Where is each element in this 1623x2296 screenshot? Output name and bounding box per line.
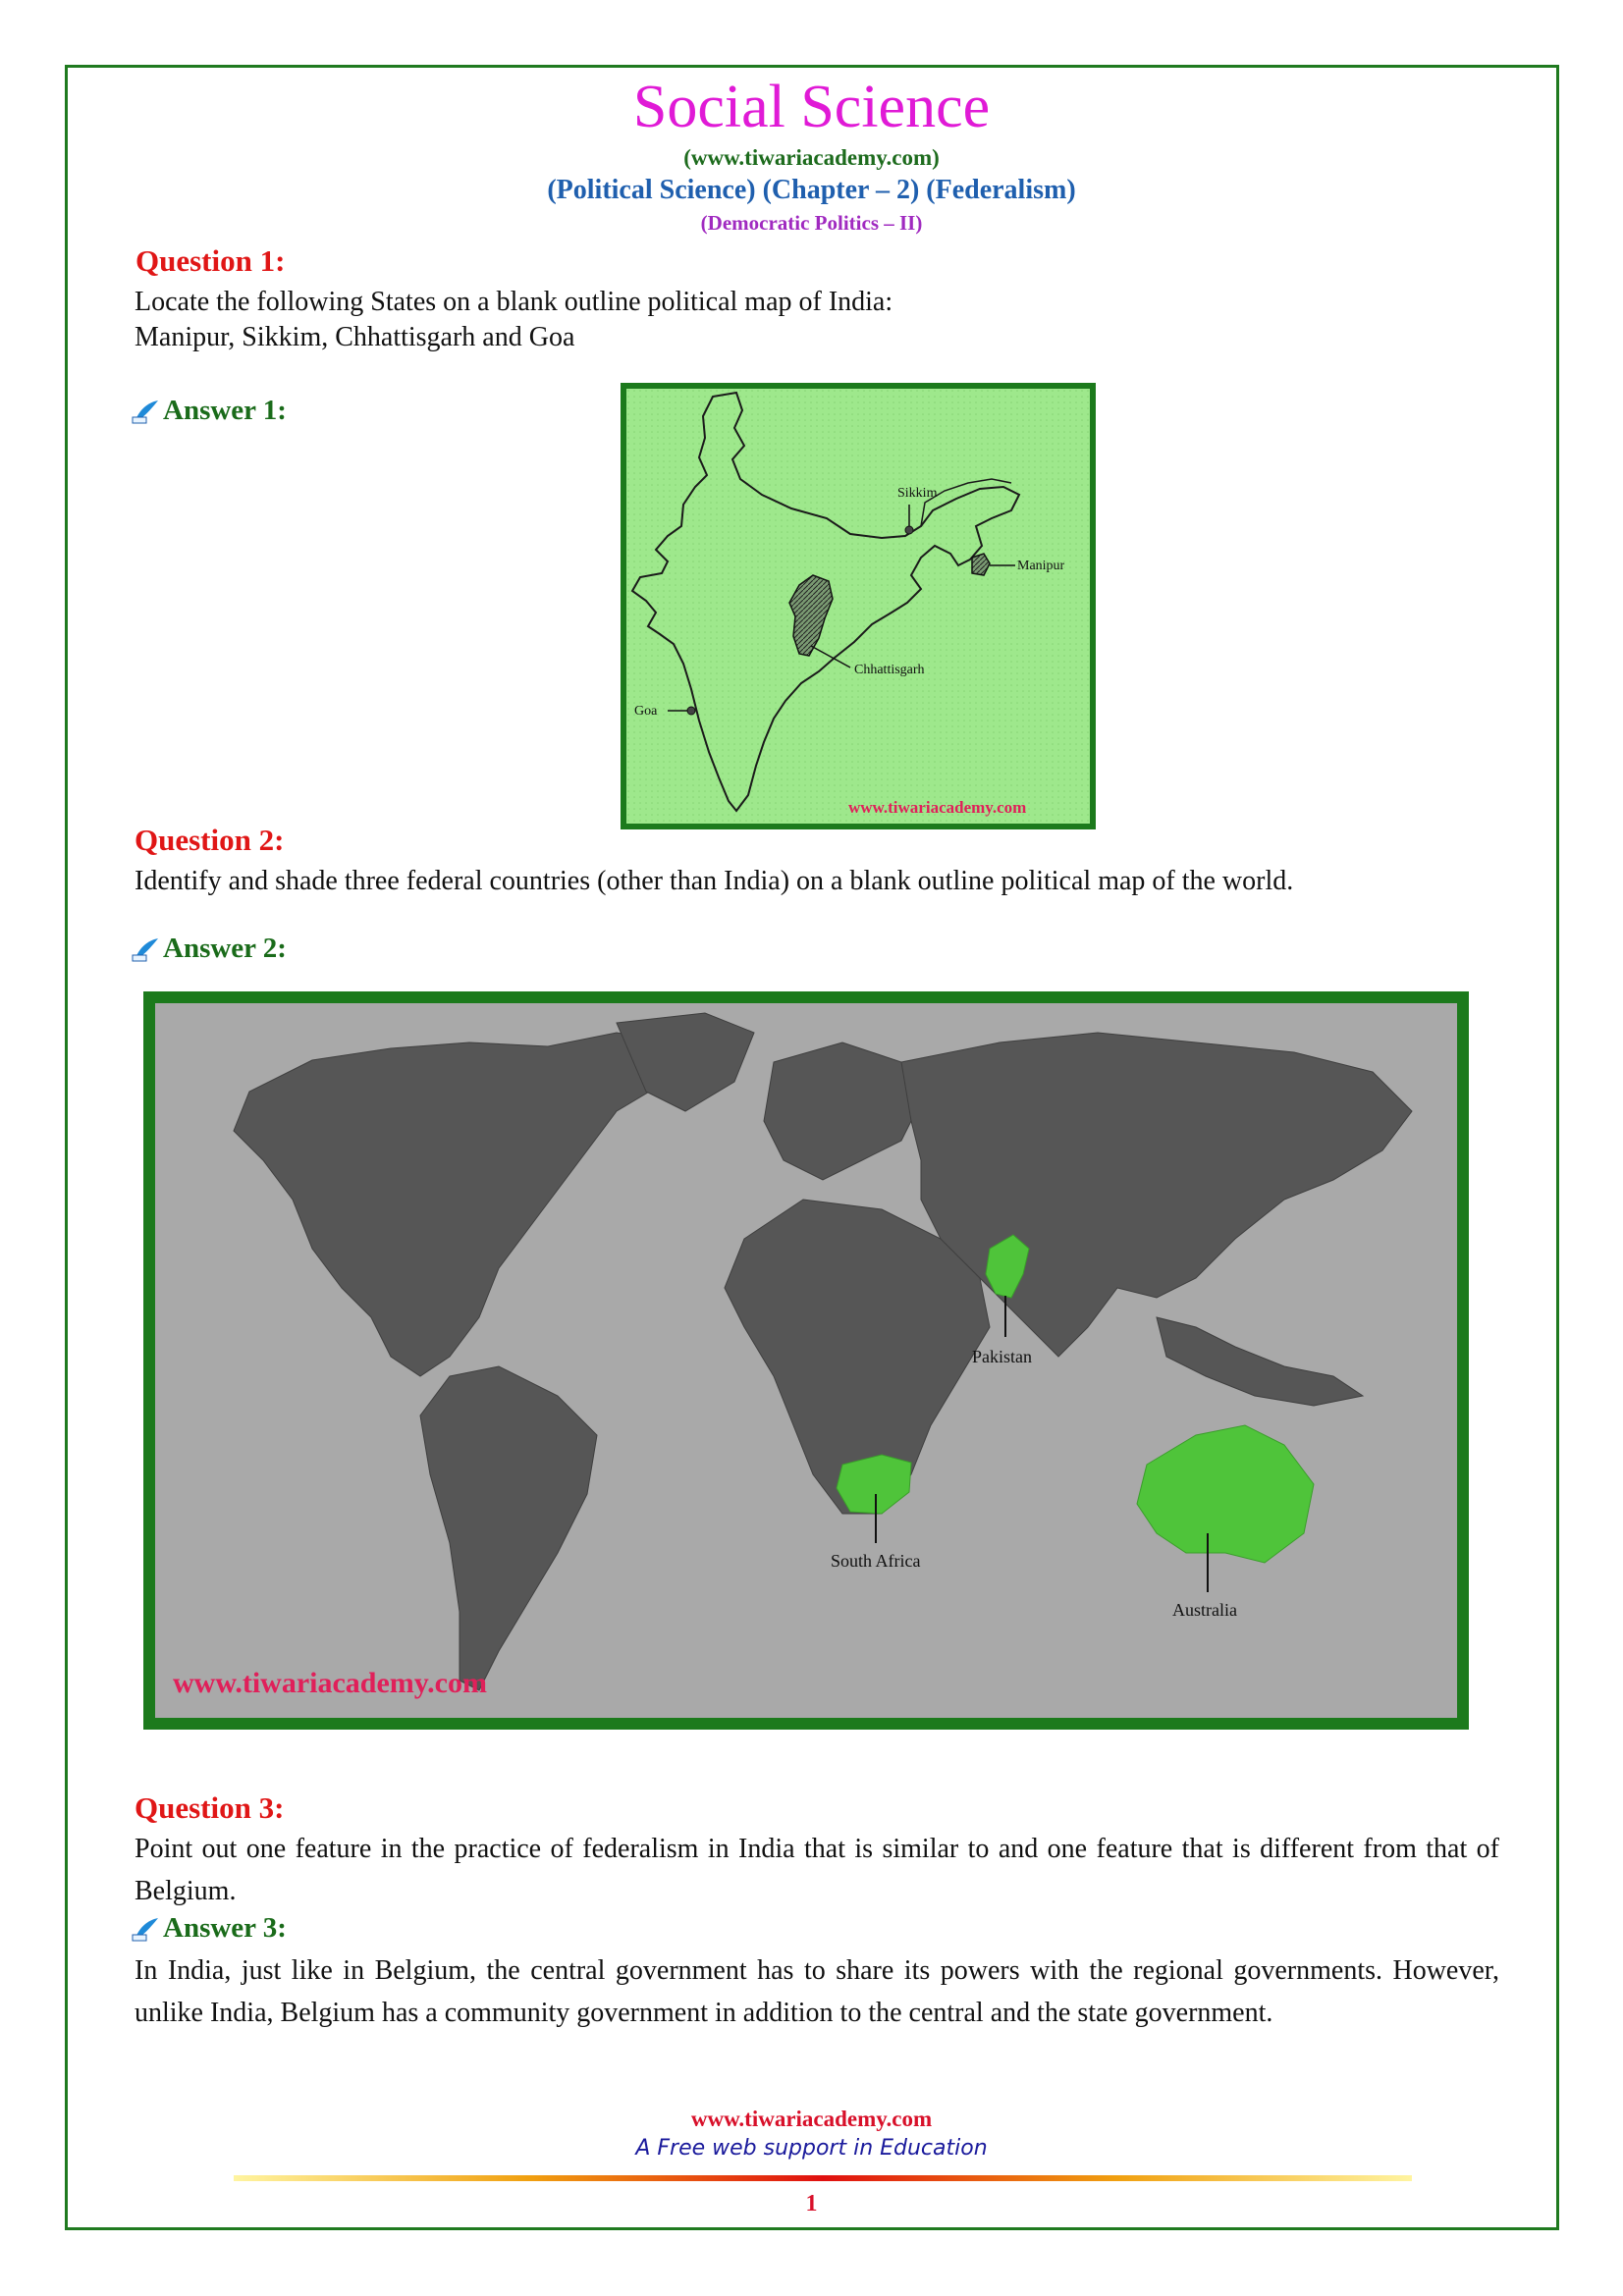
world-map: [143, 991, 1469, 1730]
question-3-text: Point out one feature in the practice of federalism in India that is similar to and one feature that is different from that of Belgium.: [135, 1834, 1499, 1906]
subject-heading: (Democratic Politics – II): [700, 211, 923, 235]
page-title: Social Science: [632, 74, 991, 140]
label-sikkim: Sikkim: [897, 486, 938, 501]
answer-3-label: Answer 3:: [163, 1912, 287, 1944]
header-site: (www.tiwariacademy.com): [683, 145, 940, 170]
footer-divider: [234, 2175, 1412, 2181]
label-manipur: Manipur: [1017, 559, 1065, 573]
goa-marker: [687, 707, 695, 715]
label-south-africa: South Africa: [831, 1551, 921, 1571]
india-map: [621, 383, 1096, 829]
footer-tagline: A Free web support in Education: [635, 2136, 988, 2161]
sikkim-marker: [905, 526, 913, 534]
answer-1-label: Answer 1:: [163, 395, 287, 426]
label-pakistan: Pakistan: [972, 1347, 1032, 1366]
answer-1-heading: [132, 395, 287, 427]
answer-3-text: In India, just like in Belgium, the central government has to share its powers with the regional governments. However, unlike India, Belgium has a community government in addition to the central and the state government.: [135, 1955, 1499, 2028]
question-1-label: Question 1:: [135, 243, 286, 278]
chapter-heading: (Political Science) (Chapter – 2) (Federalism): [547, 175, 1076, 205]
map1-watermark: www.tiwariacademy.com: [848, 798, 1027, 817]
india-map-drawing: [626, 389, 1090, 824]
answer-2-label: Answer 2:: [163, 933, 287, 964]
label-goa: Goa: [634, 704, 658, 719]
question-1-line1: Locate the following States on a blank outline political map of India:: [135, 287, 893, 317]
footer-site-link[interactable]: www.tiwariacademy.com: [690, 2107, 933, 2131]
question-3-label: Question 3:: [135, 1790, 285, 1825]
label-australia: Australia: [1172, 1600, 1237, 1620]
question-1-line2: Manipur, Sikkim, Chhattisgarh and Goa: [135, 322, 575, 352]
label-chhattisgarh: Chhattisgarh: [854, 663, 925, 677]
answer-2-heading: [132, 933, 287, 965]
quill-icon: [132, 936, 161, 962]
answer-3-heading: [132, 1912, 287, 1945]
page-number: 1: [805, 2191, 818, 2216]
quill-icon: [132, 1916, 161, 1942]
question-2-text: Identify and shade three federal countries (other than India) on a blank outline political map of the world.: [135, 866, 1294, 896]
question-2-label: Question 2:: [135, 823, 285, 857]
quill-icon: [132, 399, 161, 424]
map2-watermark: www.tiwariacademy.com: [173, 1667, 487, 1699]
world-map-drawing: [155, 1003, 1457, 1718]
